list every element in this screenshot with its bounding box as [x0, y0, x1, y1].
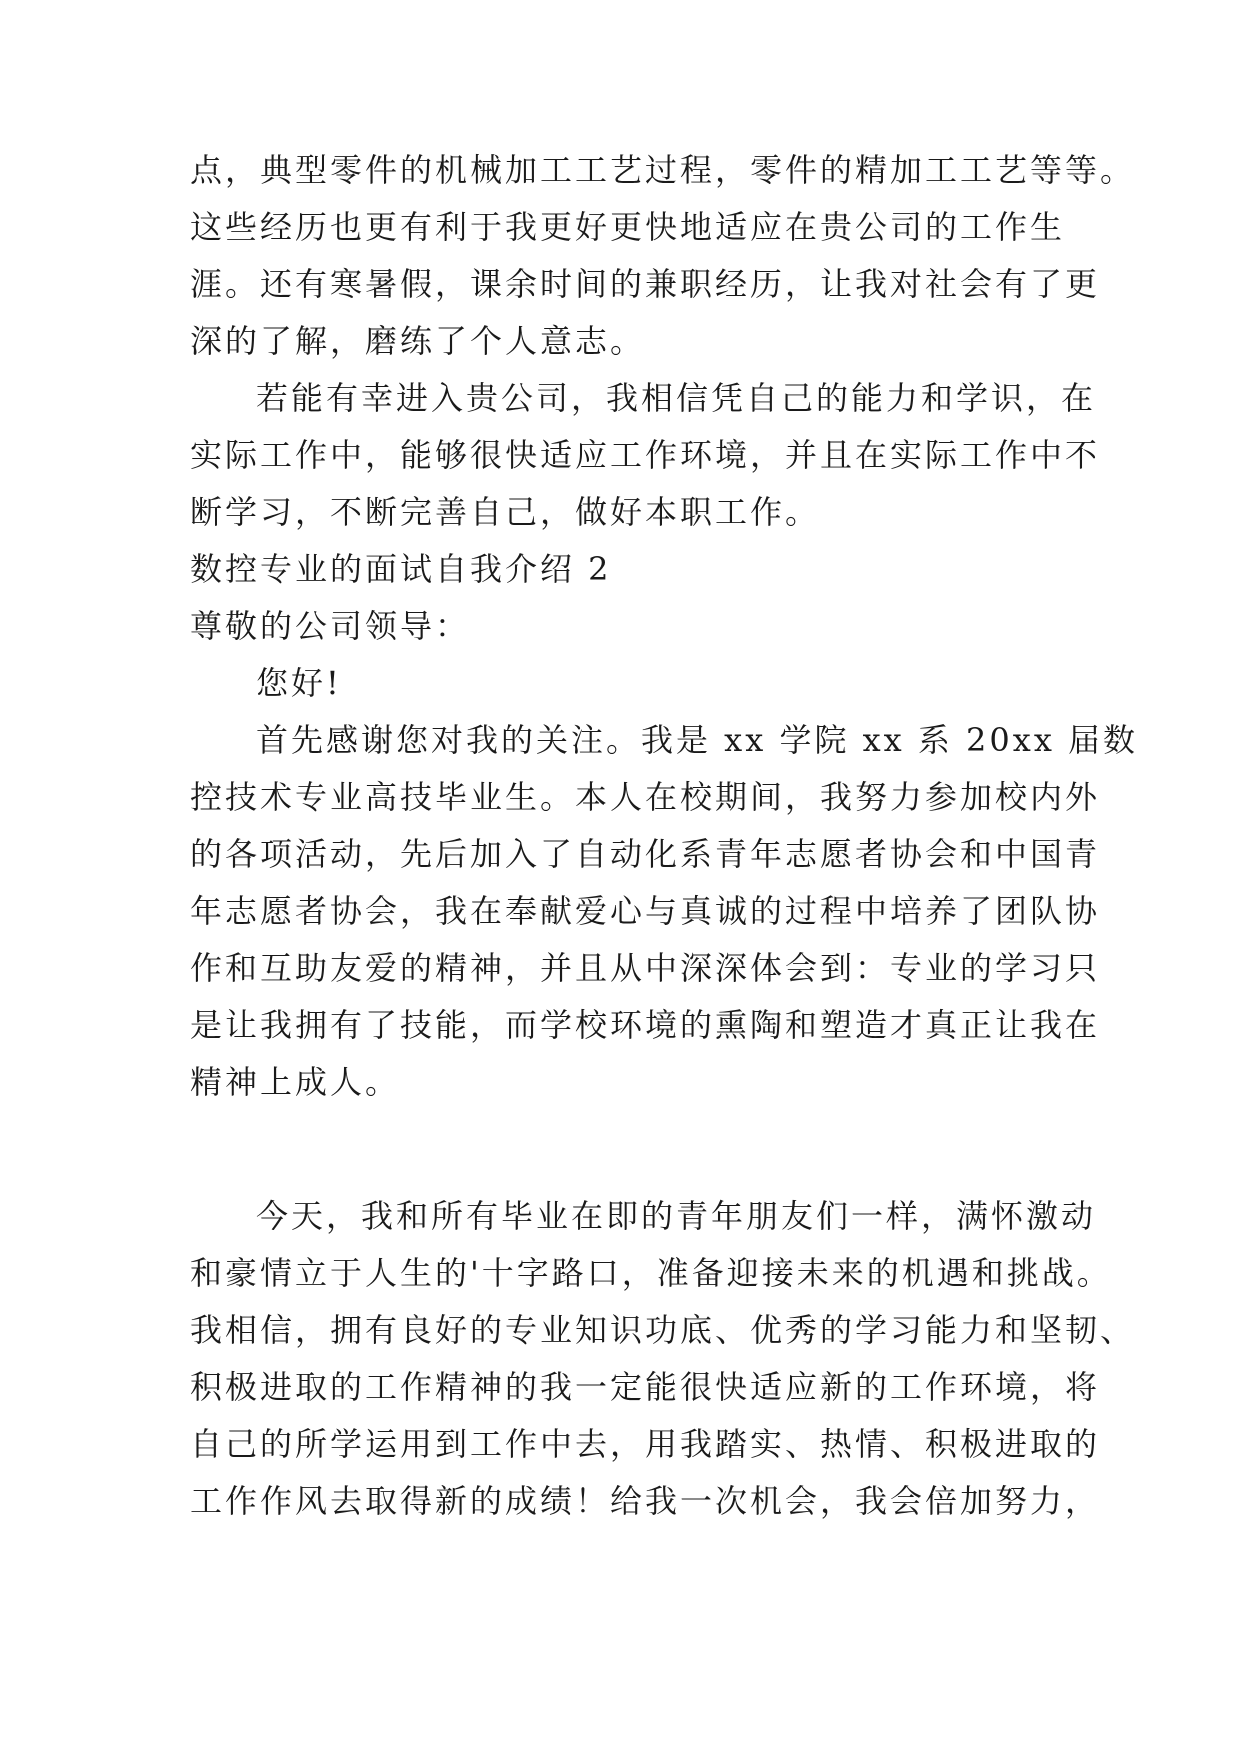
text-line: 控技术专业高技毕业生。本人在校期间，我努力参加校内外	[190, 778, 1101, 816]
text-line: 这些经历也更有利于我更好更快地适应在贵公司的工作生	[190, 208, 1066, 246]
text-line: 工作作风去取得新的成绩！给我一次机会，我会倍加努力，	[190, 1482, 1101, 1520]
greeting: 您好!	[256, 664, 342, 702]
text-line: 年志愿者协会，我在奉献爱心与真诚的过程中培养了团队协	[190, 892, 1101, 930]
salutation: 尊敬的公司领导：	[190, 607, 471, 645]
text-line: 我相信，拥有良好的专业知识功底、优秀的学习能力和坚韧、	[190, 1311, 1136, 1349]
text-line: 断学习，不断完善自己，做好本职工作。	[190, 493, 821, 531]
paragraph-first-line: 首先感谢您对我的关注。我是 xx 学院 xx 系 20xx 届数	[256, 721, 1139, 759]
text-line: 精神上成人。	[190, 1063, 401, 1101]
text-line: 积极进取的工作精神的我一定能很快适应新的工作环境，将	[190, 1368, 1101, 1406]
text-line: 是让我拥有了技能，而学校环境的熏陶和塑造才真正让我在	[190, 1006, 1101, 1044]
text-line: 和豪情立于人生的'十字路口，准备迎接未来的机遇和挑战。	[190, 1254, 1112, 1292]
text-line: 深的了解，磨练了个人意志。	[190, 322, 646, 360]
section-heading: 数控专业的面试自我介绍 2	[190, 550, 612, 588]
text-line: 作和互助友爱的精神，并且从中深深体会到：专业的学习只	[190, 949, 1101, 987]
paragraph-first-line: 今天，我和所有毕业在即的青年朋友们一样，满怀激动	[256, 1197, 1097, 1235]
text-line: 的各项活动，先后加入了自动化系青年志愿者协会和中国青	[190, 835, 1101, 873]
text-line: 实际工作中，能够很快适应工作环境，并且在实际工作中不	[190, 436, 1101, 474]
text-line: 点，典型零件的机械加工工艺过程，零件的精加工工艺等等。	[190, 151, 1136, 189]
text-line: 涯。还有寒暑假，课余时间的兼职经历，让我对社会有了更	[190, 265, 1101, 303]
text-line: 自己的所学运用到工作中去，用我踏实、热情、积极进取的	[190, 1425, 1101, 1463]
paragraph-first-line: 若能有幸进入贵公司，我相信凭自己的能力和学识，在	[256, 379, 1097, 417]
